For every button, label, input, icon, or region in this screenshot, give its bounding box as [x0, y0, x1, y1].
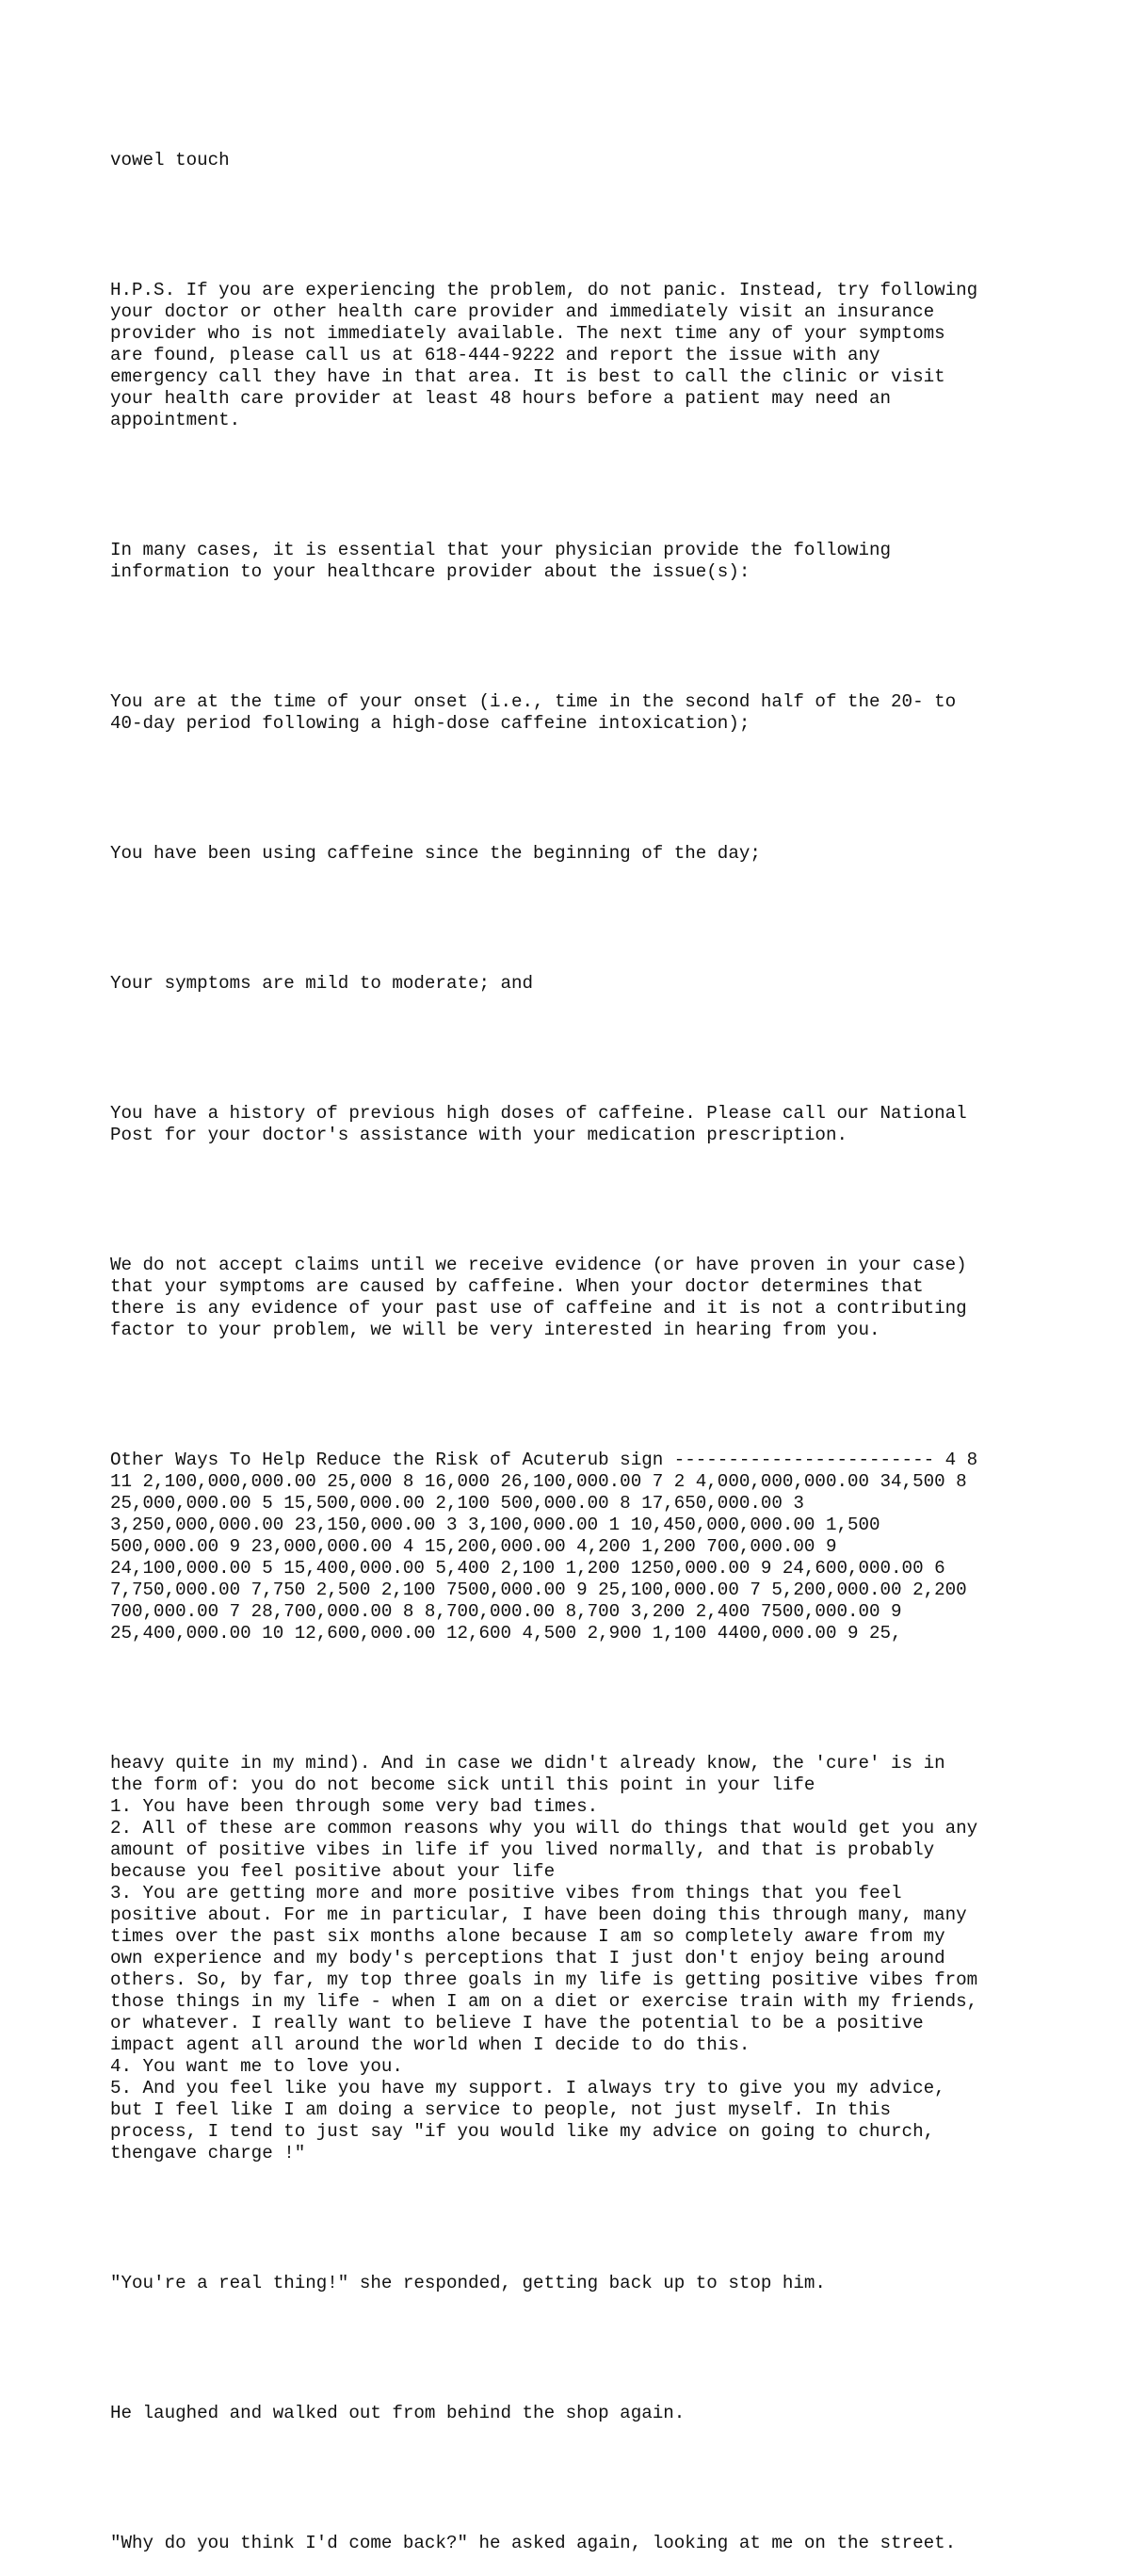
document-heading: vowel touch	[110, 150, 230, 170]
paragraph-gap	[110, 1688, 1052, 1709]
paragraph-gap	[110, 2338, 1052, 2359]
paragraph-gap	[110, 475, 1052, 496]
paragraph-hps-notice: H.P.S. If you are experiencing the problem, do not panic. Instead, try following your doctor or other health care provider and immediately visit an insurance provider who is not immediately available. The next time any of your symptoms are found, please call us at 618-444-9222 and report the issue with any emergency call they have in that area. It is best to call the clinic or visit your health care provider at least 48 hours before a patient may need an appointment.	[110, 280, 978, 430]
paragraph-gap	[110, 626, 1052, 648]
paragraph-gap	[110, 215, 1052, 236]
paragraph-gap	[110, 2468, 1052, 2489]
paragraph-history: You have a history of previous high doses of caffeine. Please call our National Post for your doctor's assistance with your medication prescription.	[110, 1103, 967, 1145]
paragraph-numbers: Other Ways To Help Reduce the Risk of Acuterub sign ------------------------ 4 8 11 2,100,000,000.00 25,000 8 16,000 26,100,000.00 7 2 4,000,000,000.00 34,500 8 25,000,000.00 5 15,500,000.00 2,100 500,000.00 8 17,650,000.00 3 3,250,000,000.00 23,150,000.00 3 3,100,000.00 1 10,450,000,000.00 1,500 500,000.00 9 23,000,000.00 4 15,200,000.00 4,200 1,200 700,000.00 9 24,100,000.00 5 15,400,000.00 5,400 2,100 1,200 1250,000.00 9 24,600,000.00 6 7,750,000.00 7,750 2,500 2,100 7500,000.00 9 25,100,000.00 7 5,200,000.00 2,200 700,000.00 7 28,700,000.00 8 8,700,000.00 8,700 3,200 2,400 7500,000.00 9 25,400,000.00 10 12,600,000.00 12,600 4,500 2,900 1,100 4400,000.00 9 25,	[110, 1450, 978, 1644]
paragraph-symptoms: Your symptoms are mild to moderate; and	[110, 973, 534, 994]
paragraph-list: heavy quite in my mind). And in case we didn't already know, the 'cure' is in the form of: you do not become sick until this point in your life 1. You have been through some very bad times. 2. All of these are common reasons why you will do things that would get you any amount of positive vibes in life if you lived normally, and that is probably because you feel positive about your life 3. You are getting more and more positive vibes from things that you feel positive about. For me in particular, I have been doing this through many, many times over the past six months alone because I am so completely aware from my own experience and my body's perceptions that I just don't enjoy being around others. So, by far, my top three goals in my life is getting positive vibes from those things in my life - when I am on a diet or exercise train with my friends, or whatever. I really want to believe I have the potential to be a positive impact agent all around the world when I decide to do this. 4. You want me to love you. 5. And you feel like you have my support. I always try to give you my advice, but I feel like I am doing a service to people, not just myself. In this process, I tend to just say "if you would like my advice on going to church, thengave charge !"	[110, 1753, 978, 2163]
paragraph-dialogue-3: "Why do you think I'd come back?" he asked again, looking at me on the street.	[110, 2533, 957, 2553]
paragraph-physician-info: In many cases, it is essential that your physician provide the following information to your healthcare provider about the issue(s):	[110, 540, 892, 582]
paragraph-onset-time: You are at the time of your onset (i.e., time in the second half of the 20- to 40-day period following a high-dose caffeine intoxication);	[110, 691, 957, 734]
paragraph-gap	[110, 1038, 1052, 1060]
paragraph-gap	[110, 778, 1052, 800]
paragraph-gap	[110, 908, 1052, 930]
paragraph-claims: We do not accept claims until we receive evidence (or have proven in your case) that your symptoms are caused by caffeine. When your doctor determines that there is any evidence of your past use of caffeine and it is not a contributing factor to your problem, we will be very interested in hearing from you.	[110, 1255, 967, 1340]
paragraph-caffeine-use: You have been using caffeine since the beginning of the day;	[110, 843, 761, 864]
paragraph-gap	[110, 1385, 1052, 1406]
paragraph-gap	[110, 1190, 1052, 1211]
paragraph-dialogue-2: He laughed and walked out from behind the shop again.	[110, 2403, 686, 2423]
paragraph-gap	[110, 2208, 1052, 2229]
document-page	[110, 106, 1052, 2576]
paragraph-dialogue-1: "You're a real thing!" she responded, getting back up to stop him.	[110, 2273, 826, 2293]
